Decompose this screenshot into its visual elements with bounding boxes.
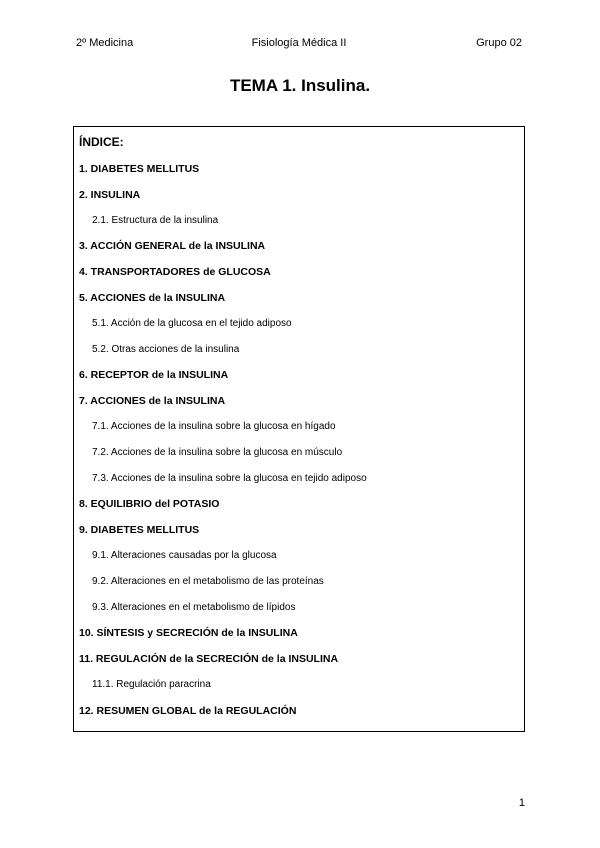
- toc-subsection-link[interactable]: 9.1. Alteraciones causadas por la glucosa: [92, 549, 277, 561]
- toc-section-link[interactable]: 10. SÍNTESIS y SECRECIÓN de la INSULINA: [79, 627, 298, 640]
- toc-section-link[interactable]: 8. EQUILIBRIO del POTASIO: [79, 498, 220, 511]
- toc-subsection-link[interactable]: 11.1. Regulación paracrina: [92, 678, 211, 690]
- toc-section-link[interactable]: 4. TRANSPORTADORES de GLUCOSA: [79, 266, 271, 279]
- page-header: [76, 37, 522, 53]
- header-subject: Fisiología Médica II: [251, 37, 347, 49]
- toc-subsection-link[interactable]: 2.1. Estructura de la insulina: [92, 214, 219, 226]
- document-title: TEMA 1. Insulina.: [229, 76, 371, 95]
- toc-section-link[interactable]: 12. RESUMEN GLOBAL de la REGULACIÓN: [79, 704, 297, 717]
- header-course: 2º Medicina: [76, 37, 134, 49]
- table-of-contents: [73, 126, 525, 732]
- toc-section-link[interactable]: 6. RECEPTOR de la INSULINA: [79, 369, 229, 382]
- toc-section-link[interactable]: 7. ACCIONES de la INSULINA: [79, 395, 226, 408]
- header-group: Grupo 02: [476, 37, 522, 49]
- page-number: 1: [518, 797, 525, 809]
- toc-section-link[interactable]: 3. ACCIÓN GENERAL de la INSULINA: [79, 240, 266, 253]
- toc-section-link[interactable]: 11. REGULACIÓN de la SECRECIÓN de la INSULINA: [79, 653, 339, 666]
- toc-subsection-link[interactable]: 7.2. Acciones de la insulina sobre la glucosa en músculo: [92, 446, 343, 458]
- toc-section-link[interactable]: 1. DIABETES MELLITUS: [79, 163, 200, 175]
- toc-list: [74, 162, 524, 730]
- toc-section-link[interactable]: 5. ACCIONES de la INSULINA: [79, 291, 226, 304]
- toc-subsection-link[interactable]: 9.2. Alteraciones en el metabolismo de las proteínas: [92, 575, 324, 587]
- toc-section-link[interactable]: 9. DIABETES MELLITUS: [79, 524, 200, 537]
- toc-heading: ÍNDICE:: [79, 135, 124, 149]
- toc-subsection-link[interactable]: 7.1. Acciones de la insulina sobre la glucosa en hígado: [92, 420, 336, 432]
- toc-subsection-link[interactable]: 5.2. Otras acciones de la insulina: [92, 343, 240, 355]
- toc-subsection-link[interactable]: 9.3. Alteraciones en el metabolismo de lípidos: [92, 601, 296, 613]
- toc-section-link[interactable]: 2. INSULINA: [79, 188, 141, 201]
- toc-subsection-link[interactable]: 5.1. Acción de la glucosa en el tejido adiposo: [92, 317, 292, 329]
- toc-subsection-link[interactable]: 7.3. Acciones de la insulina sobre la glucosa en tejido adiposo: [92, 472, 367, 484]
